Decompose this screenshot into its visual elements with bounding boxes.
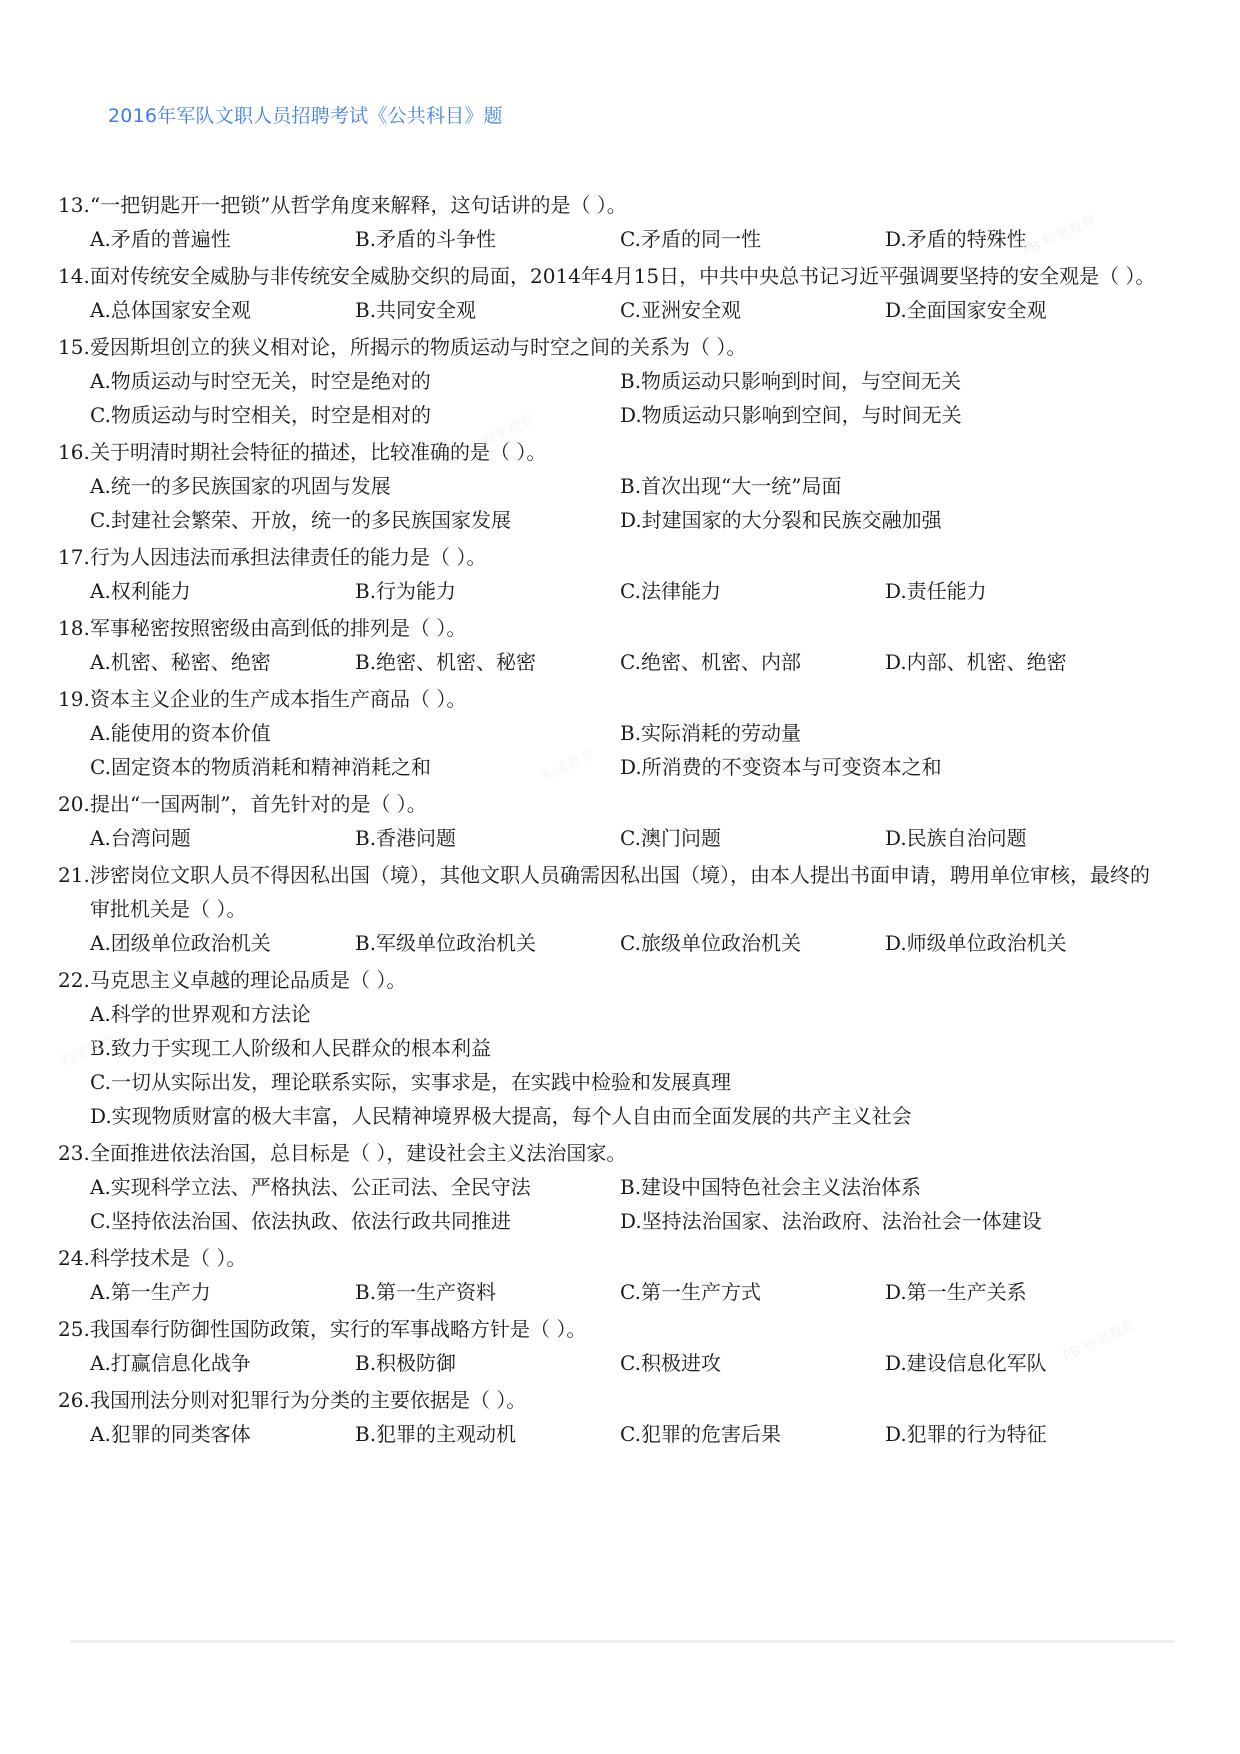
question-number: 16. — [58, 440, 90, 464]
question-text: 科学技术是（ ）。 — [90, 1246, 247, 1270]
question-number: 21. — [58, 863, 90, 887]
option-c: C.第一生产方式 — [620, 1280, 761, 1304]
option-c: C.封建社会繁荣、开放，统一的多民族国家发展 — [90, 508, 511, 532]
option-a: A.实现科学立法、严格执法、公正司法、全民守法 — [90, 1175, 531, 1199]
option-row — [90, 293, 1158, 327]
question-item — [58, 1312, 1158, 1380]
option-a: A.打赢信息化战争 — [90, 1351, 251, 1375]
option-b: B.建设中国特色社会主义法治体系 — [620, 1175, 922, 1199]
footer-divider — [70, 1640, 1175, 1643]
question-number: 17. — [58, 545, 90, 569]
question-stem — [58, 540, 1158, 574]
question-text: 马克思主义卓越的理论品质是（ ）。 — [90, 968, 407, 992]
question-text: 涉密岗位文职人员不得因私出国（境），其他文职人员确需因私出国（境），由本人提出书面申请，聘用单位审核，最终的审批机关是（ ）。 — [90, 863, 1150, 921]
option-d: D.实现物质财富的极大丰富，人民精神境界极大提高，每个人自由而全面发展的共产主义社会 — [90, 1104, 912, 1128]
option-c: C.旅级单位政治机关 — [620, 931, 801, 955]
question-stem — [58, 330, 1158, 364]
option-c: C.法律能力 — [620, 579, 721, 603]
question-text: 全面推进依法治国，总目标是（ ），建设社会主义法治国家。 — [90, 1141, 627, 1165]
page-title: 2016年军队文职人员招聘考试《公共科目》题 — [108, 105, 503, 127]
question-item — [58, 188, 1158, 256]
option-b: B.矛盾的斗争性 — [355, 227, 497, 251]
question-item — [58, 1241, 1158, 1309]
option-c: C.积极进攻 — [620, 1351, 721, 1375]
question-stem — [58, 858, 1158, 926]
question-item — [58, 963, 1158, 1133]
option-d: D.第一生产关系 — [885, 1280, 1027, 1304]
question-item — [58, 682, 1158, 784]
question-text: 关于明清时期社会特征的描述，比较准确的是（ ）。 — [90, 440, 547, 464]
option-d: D.犯罪的行为特征 — [885, 1422, 1047, 1446]
option-row — [90, 716, 1158, 750]
option-list — [58, 222, 1158, 256]
option-b: B.绝密、机密、秘密 — [355, 650, 537, 674]
option-row — [90, 926, 1158, 960]
option-b: B.实际消耗的劳动量 — [620, 721, 802, 745]
option-d: D.建设信息化军队 — [885, 1351, 1047, 1375]
option-row — [90, 398, 1158, 432]
option-d: D.封建国家的大分裂和民族交融加强 — [620, 508, 942, 532]
option-row — [90, 503, 1158, 537]
question-number: 25. — [58, 1317, 90, 1341]
question-text: 面对传统安全威胁与非传统安全威胁交织的局面，2014年4月15日，中共中央总书记习近平强调要坚持的安全观是（ ）。 — [90, 264, 1156, 288]
question-stem — [58, 259, 1158, 293]
option-row — [90, 469, 1158, 503]
option-list — [58, 645, 1158, 679]
option-a: A.犯罪的同类客体 — [90, 1422, 251, 1446]
question-stem — [58, 1136, 1158, 1170]
option-d: D.矛盾的特殊性 — [885, 227, 1027, 251]
question-item — [58, 858, 1158, 960]
question-stem — [58, 682, 1158, 716]
option-list — [58, 364, 1158, 432]
option-row — [90, 645, 1158, 679]
question-text: 提出“一国两制”，首先针对的是（ ）。 — [90, 792, 427, 816]
option-a: A.机密、秘密、绝密 — [90, 650, 271, 674]
option-a: A.团级单位政治机关 — [90, 931, 271, 955]
option-list — [58, 821, 1158, 855]
question-text: 我国刑法分则对犯罪行为分类的主要依据是（ ）。 — [90, 1388, 527, 1412]
question-text: 我国奉行防御性国防政策，实行的军事战略方针是（ ）。 — [90, 1317, 587, 1341]
option-row — [90, 750, 1158, 784]
option-row — [90, 222, 1158, 256]
option-row — [90, 1346, 1158, 1380]
option-c: C.澳门问题 — [620, 826, 721, 850]
option-d: D.内部、机密、绝密 — [885, 650, 1067, 674]
question-number: 20. — [58, 792, 90, 816]
option-list — [58, 997, 1158, 1133]
option-d: D.民族自治问题 — [885, 826, 1027, 850]
question-number: 26. — [58, 1388, 90, 1412]
option-list — [58, 1417, 1158, 1451]
question-number: 13. — [58, 193, 90, 217]
question-stem — [58, 611, 1158, 645]
option-list — [58, 716, 1158, 784]
question-number: 24. — [58, 1246, 90, 1270]
question-item — [58, 611, 1158, 679]
option-a: A.总体国家安全观 — [90, 298, 251, 322]
question-stem — [58, 787, 1158, 821]
question-number: 22. — [58, 968, 90, 992]
option-c: C.坚持依法治国、依法执政、依法行政共同推进 — [90, 1209, 511, 1233]
option-a: A.台湾问题 — [90, 826, 191, 850]
question-text: 军事秘密按照密级由高到低的排列是（ ）。 — [90, 616, 467, 640]
question-item — [58, 330, 1158, 432]
question-text: 资本主义企业的生产成本指生产商品（ ）。 — [90, 687, 467, 711]
option-a: A.科学的世界观和方法论 — [90, 1002, 311, 1026]
option-row — [90, 1417, 1158, 1451]
option-a: A.物质运动与时空无关，时空是绝对的 — [90, 369, 431, 393]
option-d: D.所消费的不变资本与可变资本之和 — [620, 755, 942, 779]
option-row — [90, 574, 1158, 608]
question-number: 18. — [58, 616, 90, 640]
watermark: 粉笔教育 — [59, 1031, 118, 1070]
watermark: FB 粉笔教育 — [1020, 212, 1099, 260]
option-row — [90, 1065, 1158, 1099]
option-list — [58, 469, 1158, 537]
question-number: 19. — [58, 687, 90, 711]
option-b: B.积极防御 — [355, 1351, 457, 1375]
option-b: B.军级单位政治机关 — [355, 931, 537, 955]
question-number: 15. — [58, 335, 90, 359]
option-b: B.共同安全观 — [355, 298, 477, 322]
option-list — [58, 1346, 1158, 1380]
option-b: B.犯罪的主观动机 — [355, 1422, 517, 1446]
option-list — [58, 926, 1158, 960]
option-a: A.矛盾的普遍性 — [90, 227, 231, 251]
option-row — [90, 1170, 1158, 1204]
question-stem — [58, 188, 1158, 222]
option-list — [58, 1275, 1158, 1309]
question-stem — [58, 1312, 1158, 1346]
option-d: D.坚持法治国家、法治政府、法治社会一体建设 — [620, 1209, 1042, 1233]
option-row — [90, 1275, 1158, 1309]
option-row — [90, 1204, 1158, 1238]
option-row — [90, 821, 1158, 855]
option-d: D.全面国家安全观 — [885, 298, 1047, 322]
option-d: D.师级单位政治机关 — [885, 931, 1067, 955]
option-d: D.物质运动只影响到空间，与时间无关 — [620, 403, 962, 427]
question-item — [58, 1383, 1158, 1451]
watermark: 粉笔教育 — [539, 746, 598, 785]
option-c: C.矛盾的同一性 — [620, 227, 761, 251]
question-text: “一把钥匙开一把锁”从哲学角度来解释，这句话讲的是（ ）。 — [90, 193, 627, 217]
option-c: C.绝密、机密、内部 — [620, 650, 801, 674]
option-a: A.第一生产力 — [90, 1280, 211, 1304]
question-item — [58, 435, 1158, 537]
question-number: 14. — [58, 264, 90, 288]
option-c: C.固定资本的物质消耗和精神消耗之和 — [90, 755, 431, 779]
option-a: A.能使用的资本价值 — [90, 721, 271, 745]
question-stem — [58, 1241, 1158, 1275]
option-b: B.第一生产资料 — [355, 1280, 497, 1304]
question-stem — [58, 1383, 1158, 1417]
option-b: B.行为能力 — [355, 579, 457, 603]
question-list — [58, 188, 1158, 1454]
question-item — [58, 259, 1158, 327]
watermark: FB 粉笔教育 — [1060, 1317, 1139, 1365]
question-item — [58, 540, 1158, 608]
question-text: 行为人因违法而承担法律责任的能力是（ ）。 — [90, 545, 487, 569]
option-c: C.一切从实际出发，理论联系实际，实事求是，在实践中检验和发展真理 — [90, 1070, 731, 1094]
option-c: C.物质运动与时空相关，时空是相对的 — [90, 403, 431, 427]
option-row — [90, 997, 1158, 1031]
option-b: B.物质运动只影响到时间，与空间无关 — [620, 369, 962, 393]
watermark: 粉笔教育 — [479, 411, 538, 450]
option-list — [58, 293, 1158, 327]
option-list — [58, 574, 1158, 608]
option-b: B.香港问题 — [355, 826, 457, 850]
option-row — [90, 1031, 1158, 1065]
option-a: A.统一的多民族国家的巩固与发展 — [90, 474, 391, 498]
option-row — [90, 364, 1158, 398]
option-b: B.致力于实现工人阶级和人民群众的根本利益 — [90, 1036, 492, 1060]
question-stem — [58, 435, 1158, 469]
question-stem — [58, 963, 1158, 997]
option-a: A.权利能力 — [90, 579, 191, 603]
option-list — [58, 1170, 1158, 1238]
option-b: B.首次出现“大一统”局面 — [620, 474, 842, 498]
question-item — [58, 1136, 1158, 1238]
option-c: C.犯罪的危害后果 — [620, 1422, 781, 1446]
question-item — [58, 787, 1158, 855]
question-number: 23. — [58, 1141, 90, 1165]
question-text: 爱因斯坦创立的狭义相对论，所揭示的物质运动与时空之间的关系为（ ）。 — [90, 335, 747, 359]
option-row — [90, 1099, 1158, 1133]
option-c: C.亚洲安全观 — [620, 298, 741, 322]
option-d: D.责任能力 — [885, 579, 987, 603]
